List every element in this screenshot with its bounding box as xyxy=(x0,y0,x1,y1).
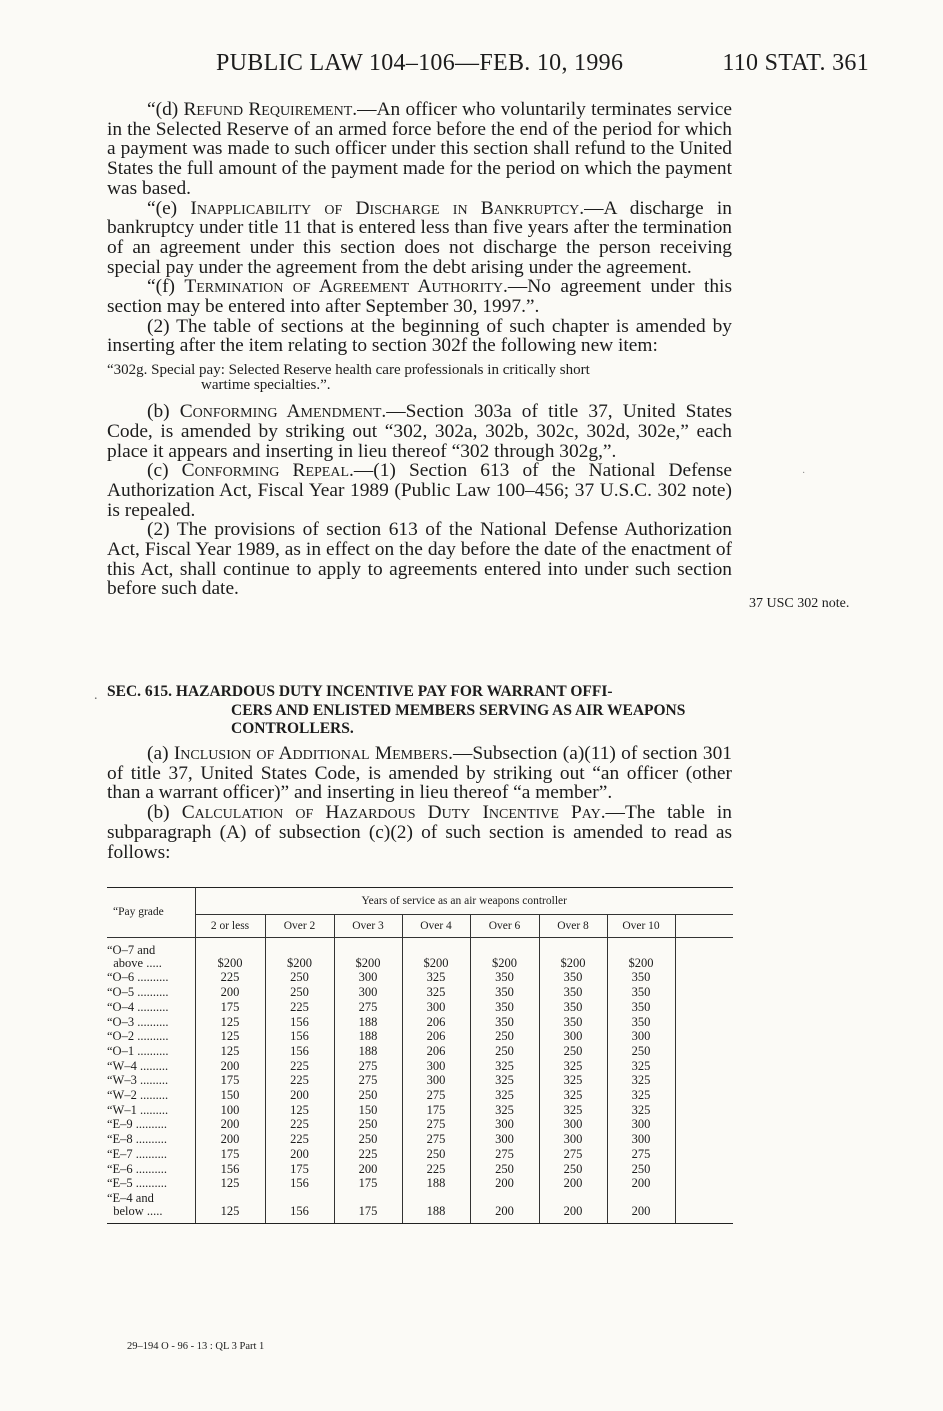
pay-value-cell: 300 xyxy=(539,1029,607,1044)
pay-value-cell: 175 xyxy=(195,1147,265,1162)
heading-conforming-amendment: Conforming Amendment. xyxy=(179,401,387,423)
pay-value-cell: 200 xyxy=(470,1191,539,1224)
pay-value-cell: 325 xyxy=(470,1059,539,1074)
empty-cell xyxy=(675,1029,733,1044)
column-header: Over 4 xyxy=(402,915,470,938)
pay-table xyxy=(107,887,733,1224)
empty-cell xyxy=(675,1044,733,1059)
pay-value-cell: 325 xyxy=(539,1059,607,1074)
table-row xyxy=(107,1117,733,1132)
pay-value-cell: 325 xyxy=(470,1088,539,1103)
pay-value-cell: 150 xyxy=(195,1088,265,1103)
pay-grade-cell: “E–4 and below ..... xyxy=(107,1191,195,1224)
pay-grade-cell: “W–2 ......... xyxy=(107,1088,169,1103)
paragraph-2: (2) The table of sections at the beginning of such chapter is amended by inserting after the item relating to section 302f the following new item: xyxy=(107,315,732,357)
pay-value-cell: 325 xyxy=(470,1073,539,1088)
pay-grade-cell: “O–1 .......... xyxy=(107,1043,169,1058)
pay-value-cell: 206 xyxy=(402,1015,470,1030)
pay-value-cell: 300 xyxy=(539,1117,607,1132)
pay-grade-cell: “O–7 and above ..... xyxy=(107,943,162,970)
pay-value-cell: 156 xyxy=(265,1029,334,1044)
pay-value-cell: 275 xyxy=(402,1132,470,1147)
pay-value-cell: 350 xyxy=(470,1000,539,1015)
pay-value-cell: $200 xyxy=(334,938,402,971)
pay-value-cell: 300 xyxy=(334,985,402,1000)
pay-value-cell: 250 xyxy=(334,1088,402,1103)
column-header: 2 or less xyxy=(195,915,265,938)
pay-value-cell: $200 xyxy=(470,938,539,971)
empty-cell xyxy=(675,1103,733,1118)
pay-grade-cell: “O–2 .......... xyxy=(107,1029,169,1044)
paragraph-c2: (2) The provisions of section 613 of the National Defense Authorization Act, Fiscal Year 1989, as in effect on the day before the date of the enactment of this Act, shall continue to apply to agreements entered into under such section before such date. xyxy=(107,519,732,600)
pay-value-cell: 325 xyxy=(539,1103,607,1118)
pay-value-cell: 175 xyxy=(195,1073,265,1088)
heading-inclusion: Inclusion of Additional Members. xyxy=(173,743,453,764)
pay-value-cell: $200 xyxy=(265,938,334,971)
pay-value-cell: 350 xyxy=(539,1000,607,1015)
empty-cell xyxy=(675,1059,733,1074)
pay-value-cell: 200 xyxy=(265,1088,334,1103)
pay-value-cell: 325 xyxy=(607,1103,675,1118)
pay-value-cell: 200 xyxy=(334,1162,402,1177)
pay-value-cell: 225 xyxy=(265,1073,334,1088)
pay-value-cell: 250 xyxy=(334,1132,402,1147)
pay-grade-cell: “E–8 .......... xyxy=(107,1132,168,1147)
pay-value-cell: 225 xyxy=(265,1059,334,1074)
pay-value-cell: 300 xyxy=(402,1073,470,1088)
pay-value-cell: 300 xyxy=(607,1117,675,1132)
section-heading: SEC. 615. HAZARDOUS DUTY INCENTIVE PAY FOR WARRANT OFFI- CERS AND ENLISTED MEMBERS SERVING AS AIR WEAPONS CONTROLLERS. xyxy=(107,683,686,737)
pay-value-cell: 325 xyxy=(607,1059,675,1074)
pay-value-cell: 325 xyxy=(470,1103,539,1118)
table-row xyxy=(107,938,733,971)
table-row xyxy=(107,970,733,985)
pay-value-cell: 300 xyxy=(470,1132,539,1147)
empty-cell xyxy=(675,1132,733,1147)
empty-cell xyxy=(675,938,733,971)
pay-value-cell: 250 xyxy=(334,1117,402,1132)
pay-value-cell: 200 xyxy=(195,985,265,1000)
paragraph-b: (b) Conforming Amendment.—Section 303a of title 37, United States Code, is amended by striking out “302, 302a, 302b, 302c, 302d, 302e,” each place it appears and inserting in lieu thereof “302 through 302g,”. xyxy=(107,401,732,462)
pay-value-cell: 275 xyxy=(334,1000,402,1015)
empty-cell xyxy=(675,970,733,985)
pay-grade-cell: “W–4 ......... xyxy=(107,1058,169,1073)
pay-grade-cell: “E–9 .......... xyxy=(107,1117,168,1132)
pay-value-cell: 125 xyxy=(195,1044,265,1059)
pay-value-cell: 156 xyxy=(265,1176,334,1191)
pay-value-cell: 125 xyxy=(195,1015,265,1030)
pay-value-cell: 250 xyxy=(470,1029,539,1044)
pay-value-cell: 156 xyxy=(265,1015,334,1030)
pay-value-cell: 300 xyxy=(334,970,402,985)
empty-cell xyxy=(675,1073,733,1088)
pay-value-cell: 188 xyxy=(334,1044,402,1059)
column-header: Over 10 xyxy=(607,915,675,938)
pay-value-cell: 156 xyxy=(265,1044,334,1059)
pay-value-cell: 325 xyxy=(607,1088,675,1103)
empty-cell xyxy=(675,1117,733,1132)
pay-value-cell: 350 xyxy=(607,985,675,1000)
pay-value-cell: 125 xyxy=(265,1103,334,1118)
pay-value-cell: 225 xyxy=(402,1162,470,1177)
pay-value-cell: 188 xyxy=(402,1176,470,1191)
pay-value-cell: 200 xyxy=(539,1191,607,1224)
pay-value-cell: 325 xyxy=(539,1088,607,1103)
table-row xyxy=(107,1000,733,1015)
table-row xyxy=(107,1088,733,1103)
paragraph-f: “(f) Termination of Agreement Authority.—No agreement under this section may be entered into after September 30, 1997.”. xyxy=(107,276,732,318)
pay-value-cell: 300 xyxy=(470,1117,539,1132)
pay-value-cell: 350 xyxy=(539,1015,607,1030)
column-header: Over 2 xyxy=(265,915,334,938)
pay-grade-cell: “O–3 .......... xyxy=(107,1014,169,1029)
pay-table-body xyxy=(107,938,733,1224)
pay-value-cell: 350 xyxy=(539,985,607,1000)
pay-value-cell: 225 xyxy=(334,1147,402,1162)
pay-value-cell: 225 xyxy=(265,1132,334,1147)
pay-value-cell: 188 xyxy=(402,1191,470,1224)
heading-termination: Termination of Agreement Authority. xyxy=(184,276,508,298)
pay-value-cell: 150 xyxy=(334,1103,402,1118)
pay-value-cell: 200 xyxy=(195,1132,265,1147)
paragraph-c: (c) Conforming Repeal.—(1) Section 613 of the National Defense Authorization Act, Fiscal Year 1989 (Public Law 100–456; 37 U.S.C. 302 note) is repealed. xyxy=(107,460,732,521)
table-row xyxy=(107,985,733,1000)
pay-grade-cell: “W–1 ......... xyxy=(107,1102,169,1117)
pay-value-cell: 300 xyxy=(607,1132,675,1147)
pay-value-cell: 206 xyxy=(402,1044,470,1059)
empty-cell xyxy=(675,1000,733,1015)
pay-value-cell: 175 xyxy=(402,1103,470,1118)
pay-value-cell: 200 xyxy=(265,1147,334,1162)
column-header: Over 8 xyxy=(539,915,607,938)
stat-page-number: 110 STAT. 361 xyxy=(722,50,869,76)
empty-cell xyxy=(675,1162,733,1177)
table-row xyxy=(107,1044,733,1059)
pay-grade-cell: “O–6 .......... xyxy=(107,970,169,985)
pay-value-cell: 275 xyxy=(539,1147,607,1162)
pay-value-cell: 275 xyxy=(470,1147,539,1162)
pay-value-cell: 350 xyxy=(470,970,539,985)
pay-value-cell: 350 xyxy=(470,985,539,1000)
pay-value-cell: 175 xyxy=(334,1191,402,1224)
heading-conforming-repeal: Conforming Repeal. xyxy=(181,460,354,482)
pay-value-cell: 188 xyxy=(334,1015,402,1030)
empty-cell xyxy=(675,1147,733,1162)
pay-value-cell: 206 xyxy=(402,1029,470,1044)
pay-value-cell: 275 xyxy=(402,1088,470,1103)
empty-cell xyxy=(675,985,733,1000)
pay-value-cell: 275 xyxy=(402,1117,470,1132)
page-header xyxy=(0,50,943,84)
table-row xyxy=(107,1162,733,1177)
table-row xyxy=(107,1132,733,1147)
heading-refund: Refund Requirement. xyxy=(183,99,358,120)
pay-value-cell: 250 xyxy=(470,1162,539,1177)
table-row xyxy=(107,1191,733,1224)
column-header: Over 6 xyxy=(470,915,539,938)
table-row xyxy=(107,1029,733,1044)
pay-value-cell: 200 xyxy=(607,1191,675,1224)
pay-grade-cell: “O–4 .......... xyxy=(107,999,169,1014)
footer-code: 29–194 O - 96 - 13 : QL 3 Part 1 xyxy=(127,1341,265,1352)
pay-value-cell: 250 xyxy=(539,1162,607,1177)
pay-value-cell: 250 xyxy=(265,970,334,985)
pay-value-cell: 156 xyxy=(265,1191,334,1224)
pay-value-cell: 300 xyxy=(539,1132,607,1147)
empty-cell xyxy=(675,1191,733,1224)
years-of-service-header: Years of service as an air weapons controller xyxy=(195,888,733,915)
pay-value-cell: 225 xyxy=(265,1117,334,1132)
table-row xyxy=(107,1015,733,1030)
table-row xyxy=(107,1147,733,1162)
empty-cell xyxy=(675,1176,733,1191)
pay-value-cell: 125 xyxy=(195,1176,265,1191)
pay-value-cell: 175 xyxy=(334,1176,402,1191)
pay-value-cell: 275 xyxy=(334,1073,402,1088)
pay-grade-cell: “E–7 .......... xyxy=(107,1146,168,1161)
pay-value-cell: 125 xyxy=(195,1029,265,1044)
pay-value-cell: 350 xyxy=(607,970,675,985)
running-head: PUBLIC LAW 104–106—FEB. 10, 1996 xyxy=(216,50,624,76)
pay-value-cell: 275 xyxy=(607,1147,675,1162)
pay-value-cell: 225 xyxy=(265,1000,334,1015)
empty-column-header xyxy=(675,915,733,938)
pay-grade-cell: “O–5 .......... xyxy=(107,985,169,1000)
paragraph-d: “(d) Refund Requirement.—An officer who voluntarily terminates service in the Selected Reserve of an armed force before the end of the period for which a payment was made to such officer under this section shall refund to the United States the full amount of the payment made for the period on which the payment was based. xyxy=(107,99,732,199)
pay-value-cell: 325 xyxy=(402,970,470,985)
pay-grade-header: “Pay grade xyxy=(107,888,195,938)
pay-value-cell: 156 xyxy=(195,1162,265,1177)
pay-value-cell: 350 xyxy=(539,970,607,985)
pay-value-cell: $200 xyxy=(539,938,607,971)
pay-value-cell: 175 xyxy=(265,1162,334,1177)
paragraph-e: “(e) Inapplicability of Discharge in Bankruptcy.—A discharge in bankruptcy under title 11 that is entered less than five years after the termination of an agreement under this section does not discharge the person receiving special pay under the agreement from the debt arising under the agreement. xyxy=(107,197,732,278)
pay-value-cell: 250 xyxy=(402,1147,470,1162)
pay-value-cell: 125 xyxy=(195,1191,265,1224)
table-row xyxy=(107,1103,733,1118)
pay-value-cell: 350 xyxy=(607,1000,675,1015)
paragraph-615-b: (b) Calculation of Hazardous Duty Incentive Pay.—The table in subparagraph (A) of subsection (c)(2) of such section is amended to read as follows: xyxy=(107,802,732,863)
table-row xyxy=(107,1073,733,1088)
pay-value-cell: 325 xyxy=(402,985,470,1000)
paragraph-615-a: (a) Inclusion of Additional Members.—Subsection (a)(11) of section 301 of title 37, United States Code, is amended by striking out “an officer (other than a warrant officer)” and inserting in lieu thereof “a member”. xyxy=(107,743,732,804)
speck-mark: · xyxy=(802,468,806,479)
pay-value-cell: 250 xyxy=(539,1044,607,1059)
pay-value-cell: 275 xyxy=(334,1059,402,1074)
pay-value-cell: 200 xyxy=(607,1176,675,1191)
main-text xyxy=(107,100,732,599)
pay-value-cell: 250 xyxy=(607,1044,675,1059)
pay-value-cell: 250 xyxy=(265,985,334,1000)
heading-calculation: Calculation of Hazardous Duty Incentive Pay. xyxy=(181,802,606,824)
pay-value-cell: 200 xyxy=(195,1059,265,1074)
pay-value-cell: 200 xyxy=(539,1176,607,1191)
pay-value-cell: 200 xyxy=(470,1176,539,1191)
empty-cell xyxy=(675,1015,733,1030)
pay-value-cell: 100 xyxy=(195,1103,265,1118)
empty-cell xyxy=(675,1088,733,1103)
pay-grade-cell: “W–3 ......... xyxy=(107,1073,169,1088)
section-615-text xyxy=(107,744,732,862)
pay-value-cell: 325 xyxy=(539,1073,607,1088)
margin-note: 37 USC 302 note. xyxy=(749,596,850,611)
pay-value-cell: 188 xyxy=(334,1029,402,1044)
pay-value-cell: 225 xyxy=(195,970,265,985)
table-row xyxy=(107,1176,733,1191)
pay-value-cell: 350 xyxy=(607,1015,675,1030)
column-header: Over 3 xyxy=(334,915,402,938)
pay-grade-cell: “E–6 .......... xyxy=(107,1161,168,1176)
pay-value-cell: $200 xyxy=(195,938,265,971)
pay-grade-cell: “E–5 .......... xyxy=(107,1176,168,1191)
pay-value-cell: $200 xyxy=(402,938,470,971)
pay-value-cell: 175 xyxy=(195,1000,265,1015)
pay-value-cell: 325 xyxy=(607,1073,675,1088)
new-section-item: “302g. Special pay: Selected Reserve health care professionals in critically short wartime specialties.”. xyxy=(107,362,590,394)
pay-value-cell: 350 xyxy=(470,1015,539,1030)
pay-value-cell: 250 xyxy=(607,1162,675,1177)
pay-value-cell: 250 xyxy=(470,1044,539,1059)
pay-value-cell: $200 xyxy=(607,938,675,971)
pay-value-cell: 300 xyxy=(402,1059,470,1074)
pay-value-cell: 300 xyxy=(402,1000,470,1015)
table-row xyxy=(107,1059,733,1074)
pay-value-cell: 300 xyxy=(607,1029,675,1044)
pay-value-cell: 200 xyxy=(195,1117,265,1132)
heading-bankruptcy: Inapplicability of Discharge in Bankruptcy. xyxy=(190,197,585,219)
speck-mark: . xyxy=(94,688,98,703)
